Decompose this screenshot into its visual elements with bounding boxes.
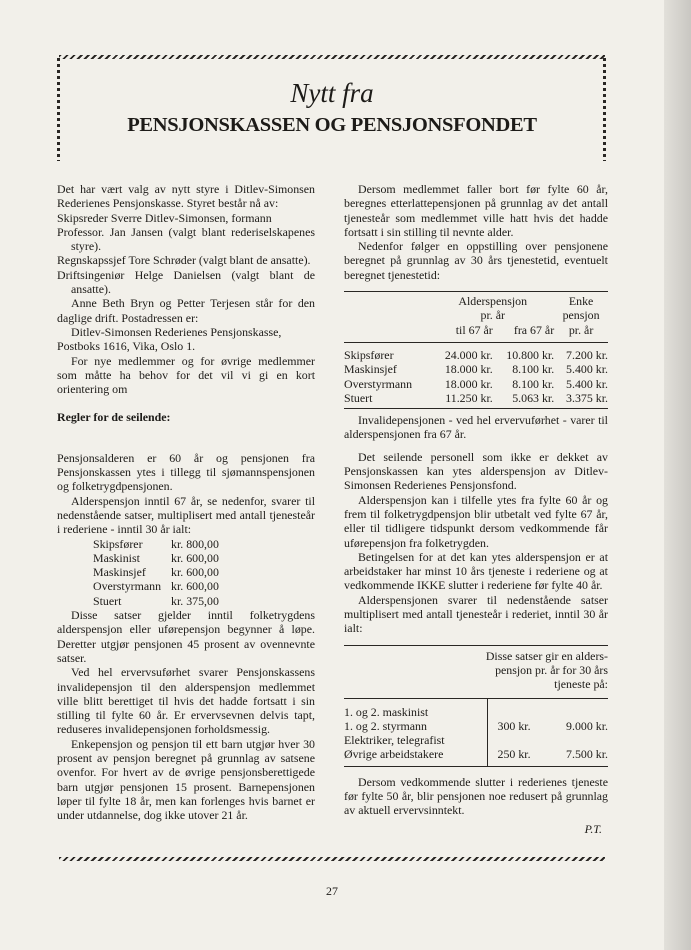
paragraph-early-exit: Dersom vedkommende slutter i rederienes tjeneste før fylte 50 år, blir pensjonen noe redusert på grunnlag av aktuell ervervsinntekt. [344, 774, 608, 818]
salary-row [93, 565, 219, 579]
salary-rate-list [93, 537, 219, 608]
board-member: Driftsingeniør Helge Danielsen (valgt blant de ansatte). [57, 267, 315, 297]
page-number: 27 [326, 884, 338, 898]
pension-widow: 7.200 kr. [566, 347, 608, 362]
salary-role: Overstyrmann [93, 579, 162, 594]
header-until-67: til 67 år [455, 322, 493, 337]
header-frame-right-rule [603, 58, 606, 161]
rates-role: 1. og 2. maskinist [344, 704, 429, 719]
paragraph-board-intro: Det har vært valg av nytt styre i Ditlev-Simonsen Rederienes Pensjonskasse. Styret består nå av: [57, 182, 315, 211]
salary-amount: kr. 600,00 [171, 579, 219, 594]
rates-note-row [344, 645, 608, 663]
rates-row [344, 747, 608, 766]
salary-row [93, 537, 219, 551]
salary-role: Maskinsjef [93, 565, 146, 580]
board-member: Skipsreder Sverre Ditlev-Simonsen, formann [57, 210, 272, 225]
pension-widow: 5.400 kr. [566, 362, 608, 377]
board-member: Regnskapssjef Tore Schrøder (valgt blant de ansatte). [57, 253, 311, 268]
rates-role: Elektriker, telegrafist [344, 733, 445, 748]
rates-per-year: 300 kr. [487, 719, 549, 733]
section-title: Nytt fra [290, 78, 374, 108]
paragraph-survivor-pension: Dersom medlemmet faller bort før fylte 60 år, beregnes etterlattepensjonen på grunnlag av det antall tjenesteår som medlemmet ville hatt hvis det hadde fortsatt i sin stilling til nevnte alder. [344, 182, 608, 239]
pension-table-row [344, 391, 608, 409]
paragraph-table-intro: Nedenfor følger en oppstilling over pensjonene beregnet på grunnlag av 30 års tjenestetid, eventuelt beregnet tjenestetid: [344, 239, 608, 282]
paragraph-early-pension: Alderspensjon kan i tilfelle ytes fra fylte 60 år og frem til folketrygdpensjon blir utbetalt ved fylte 67 år, eller til tidligere tidspunkt dersom vedkommende får uførepensjon fra folketrygden. [344, 492, 608, 550]
paragraph-disability: Ved hel ervervsuførhet svarer Pensjonskassens invalidepensjon til den alderspensjon medlemmet ville blitt berettiget til hvis det hadde fortsatt i sin stilling til fylte 60 år. Er ervervsevnen delvis tapt, reduseres invalidepensjonen forholdsmessig. [57, 665, 315, 737]
page-edge-shadow [664, 0, 691, 950]
rates-note-line: pensjon pr. år for 30 års [495, 662, 608, 677]
pension-role: Maskinsjef [344, 362, 397, 377]
pension-from-67: 5.063 kr. [512, 390, 555, 405]
rates-role: Øvrige arbeidstakere [344, 747, 444, 762]
salary-amount: kr. 600,00 [171, 565, 219, 580]
salary-role: Stuert [93, 593, 122, 608]
pension-table [344, 291, 608, 409]
header-widow-per-year: pr. år [568, 322, 594, 337]
paragraph-disability-duration: Invalidepensjonen - ved hel ervervuførhet - varer til alderspensjonen fra 67 år. [344, 413, 608, 442]
paragraph-age-pension-rates: Alderspensjon inntil 67 år, se nedenfor, svarer til nedenstående satser, multiplisert med antall tjenesteår i rederiene - inntil 30 år ialt: [57, 493, 315, 537]
pension-table-header-row [344, 323, 608, 343]
rates-total: 7.500 kr. [566, 747, 608, 762]
pension-until-67: 18.000 kr. [444, 362, 493, 377]
pension-from-67: 8.100 kr. [512, 376, 555, 391]
pension-widow: 5.400 kr. [566, 376, 608, 391]
paragraph-orientation: For nye medlemmer og for øvrige medlemmer som måtte ha behov for det vil vi gi en kort orientering om [57, 353, 315, 397]
pension-until-67: 18.000 kr. [444, 376, 493, 391]
paragraph-daily-operations: Anne Beth Bryn og Petter Terjesen står for den daglige drift. Postadressen er: [57, 296, 315, 325]
paragraph-widow-child-pension: Enkepensjon og pensjon til ett barn utgjør hver 30 prosent av pensjon beregnet på grunnlag av satsene ovenfor. For hvert av de øvrige pensjonsberettigede barn utgjør pensjonen 15 prosent. Barnepensjonen løper til fylte 18 år, men kan forlenges hvis barnet er under utdannelse, dog ikke utover 21 år. [57, 736, 315, 823]
rates-note-line: Disse satser gir en alders- [485, 648, 608, 663]
pension-role: Stuert [344, 390, 373, 405]
salary-role: Skipsfører [93, 536, 143, 551]
rules-heading: Regler for de seilende: [57, 410, 171, 425]
left-column [57, 182, 315, 822]
header-pensjon: pensjon [562, 308, 600, 323]
salary-row [93, 594, 219, 608]
salary-amount: kr. 800,00 [171, 536, 219, 551]
pension-from-67: 8.100 kr. [512, 362, 555, 377]
rates-table [344, 645, 608, 767]
pension-table-row [344, 362, 608, 376]
header-frame-left-rule [57, 58, 60, 161]
header-frame-top-rule [59, 55, 605, 59]
rates-role: 1. og 2. styrmann [344, 718, 427, 733]
paragraph-conditions: Betingelsen for at det kan ytes alderspensjon er at arbeidstaker har minst 10 års tjeneste i rederiene og at vedkommende IKKE slutter i rederiene før fylte 40 år. [344, 549, 608, 593]
rates-total: 9.000 kr. [566, 718, 608, 733]
rates-per-year: 250 kr. [487, 747, 549, 766]
pension-widow: 3.375 kr. [566, 390, 608, 405]
pension-table-header-row [344, 292, 608, 309]
pension-role: Skipsfører [344, 347, 394, 362]
salary-row [93, 551, 219, 565]
paragraph-pension-age: Pensjonsalderen er 60 år og pensjonen fra Pensjonskassen ytes i tillegg til sjømannspensjonen og folketrygdpensjonen. [57, 450, 315, 494]
pension-until-67: 11.250 kr. [445, 390, 493, 405]
board-member: Professor. Jan Jansen (valgt blant rederiselskapenes styre). [57, 224, 315, 254]
author-signature: P.T. [584, 821, 602, 836]
header-from-67: fra 67 år [513, 322, 555, 337]
paragraph-rates-validity: Disse satser gjelder inntil folketrygdens alderspensjon eller uførepensjon begynner å løpe. Deretter utgjør pensjonen 45 prosent av ovennevnte satser. [57, 608, 315, 665]
right-column [344, 182, 608, 836]
salary-role: Maskinist [93, 550, 140, 565]
paragraph-pension-fund: Det seilende personell som ikke er dekket av Pensjonskassen kan ytes alderspensjon av Ditlev-Simonsen Rederienes Pensjonsfond. [344, 449, 608, 493]
rates-row [344, 719, 608, 733]
paragraph-rates-intro: Alderspensjonen svarer til nedenstående satser multiplisert med antall tjenesteår i rederiet, inntil 30 år ialt: [344, 592, 608, 636]
footer-decorative-rule [59, 857, 605, 861]
rates-note-line: tjeneste på: [554, 677, 608, 692]
rates-row [344, 698, 608, 719]
rates-note-row [344, 663, 608, 677]
pension-table-row [344, 377, 608, 391]
header-alderspensjon: Alderspensjon [458, 294, 528, 309]
salary-amount: kr. 375,00 [171, 593, 219, 608]
section-heading: PENSJONSKASSEN OG PENSJONSFONDET [127, 114, 537, 136]
rates-row [344, 733, 608, 747]
salary-row [93, 579, 219, 593]
pension-from-67: 10.800 kr. [506, 347, 555, 362]
rates-note-row [344, 677, 608, 698]
header-per-year: pr. år [480, 308, 505, 323]
postal-address-line: Ditlev-Simonsen Rederienes Pensjonskasse, [71, 324, 282, 339]
pension-table-header-row [344, 308, 608, 322]
header-enke: Enke [568, 294, 594, 309]
pension-until-67: 24.000 kr. [444, 347, 493, 362]
postal-address-line: Postboks 1616, Vika, Oslo 1. [57, 339, 196, 354]
salary-amount: kr. 600,00 [171, 550, 219, 565]
pension-table-row [344, 342, 608, 362]
pension-role: Overstyrmann [344, 376, 413, 391]
